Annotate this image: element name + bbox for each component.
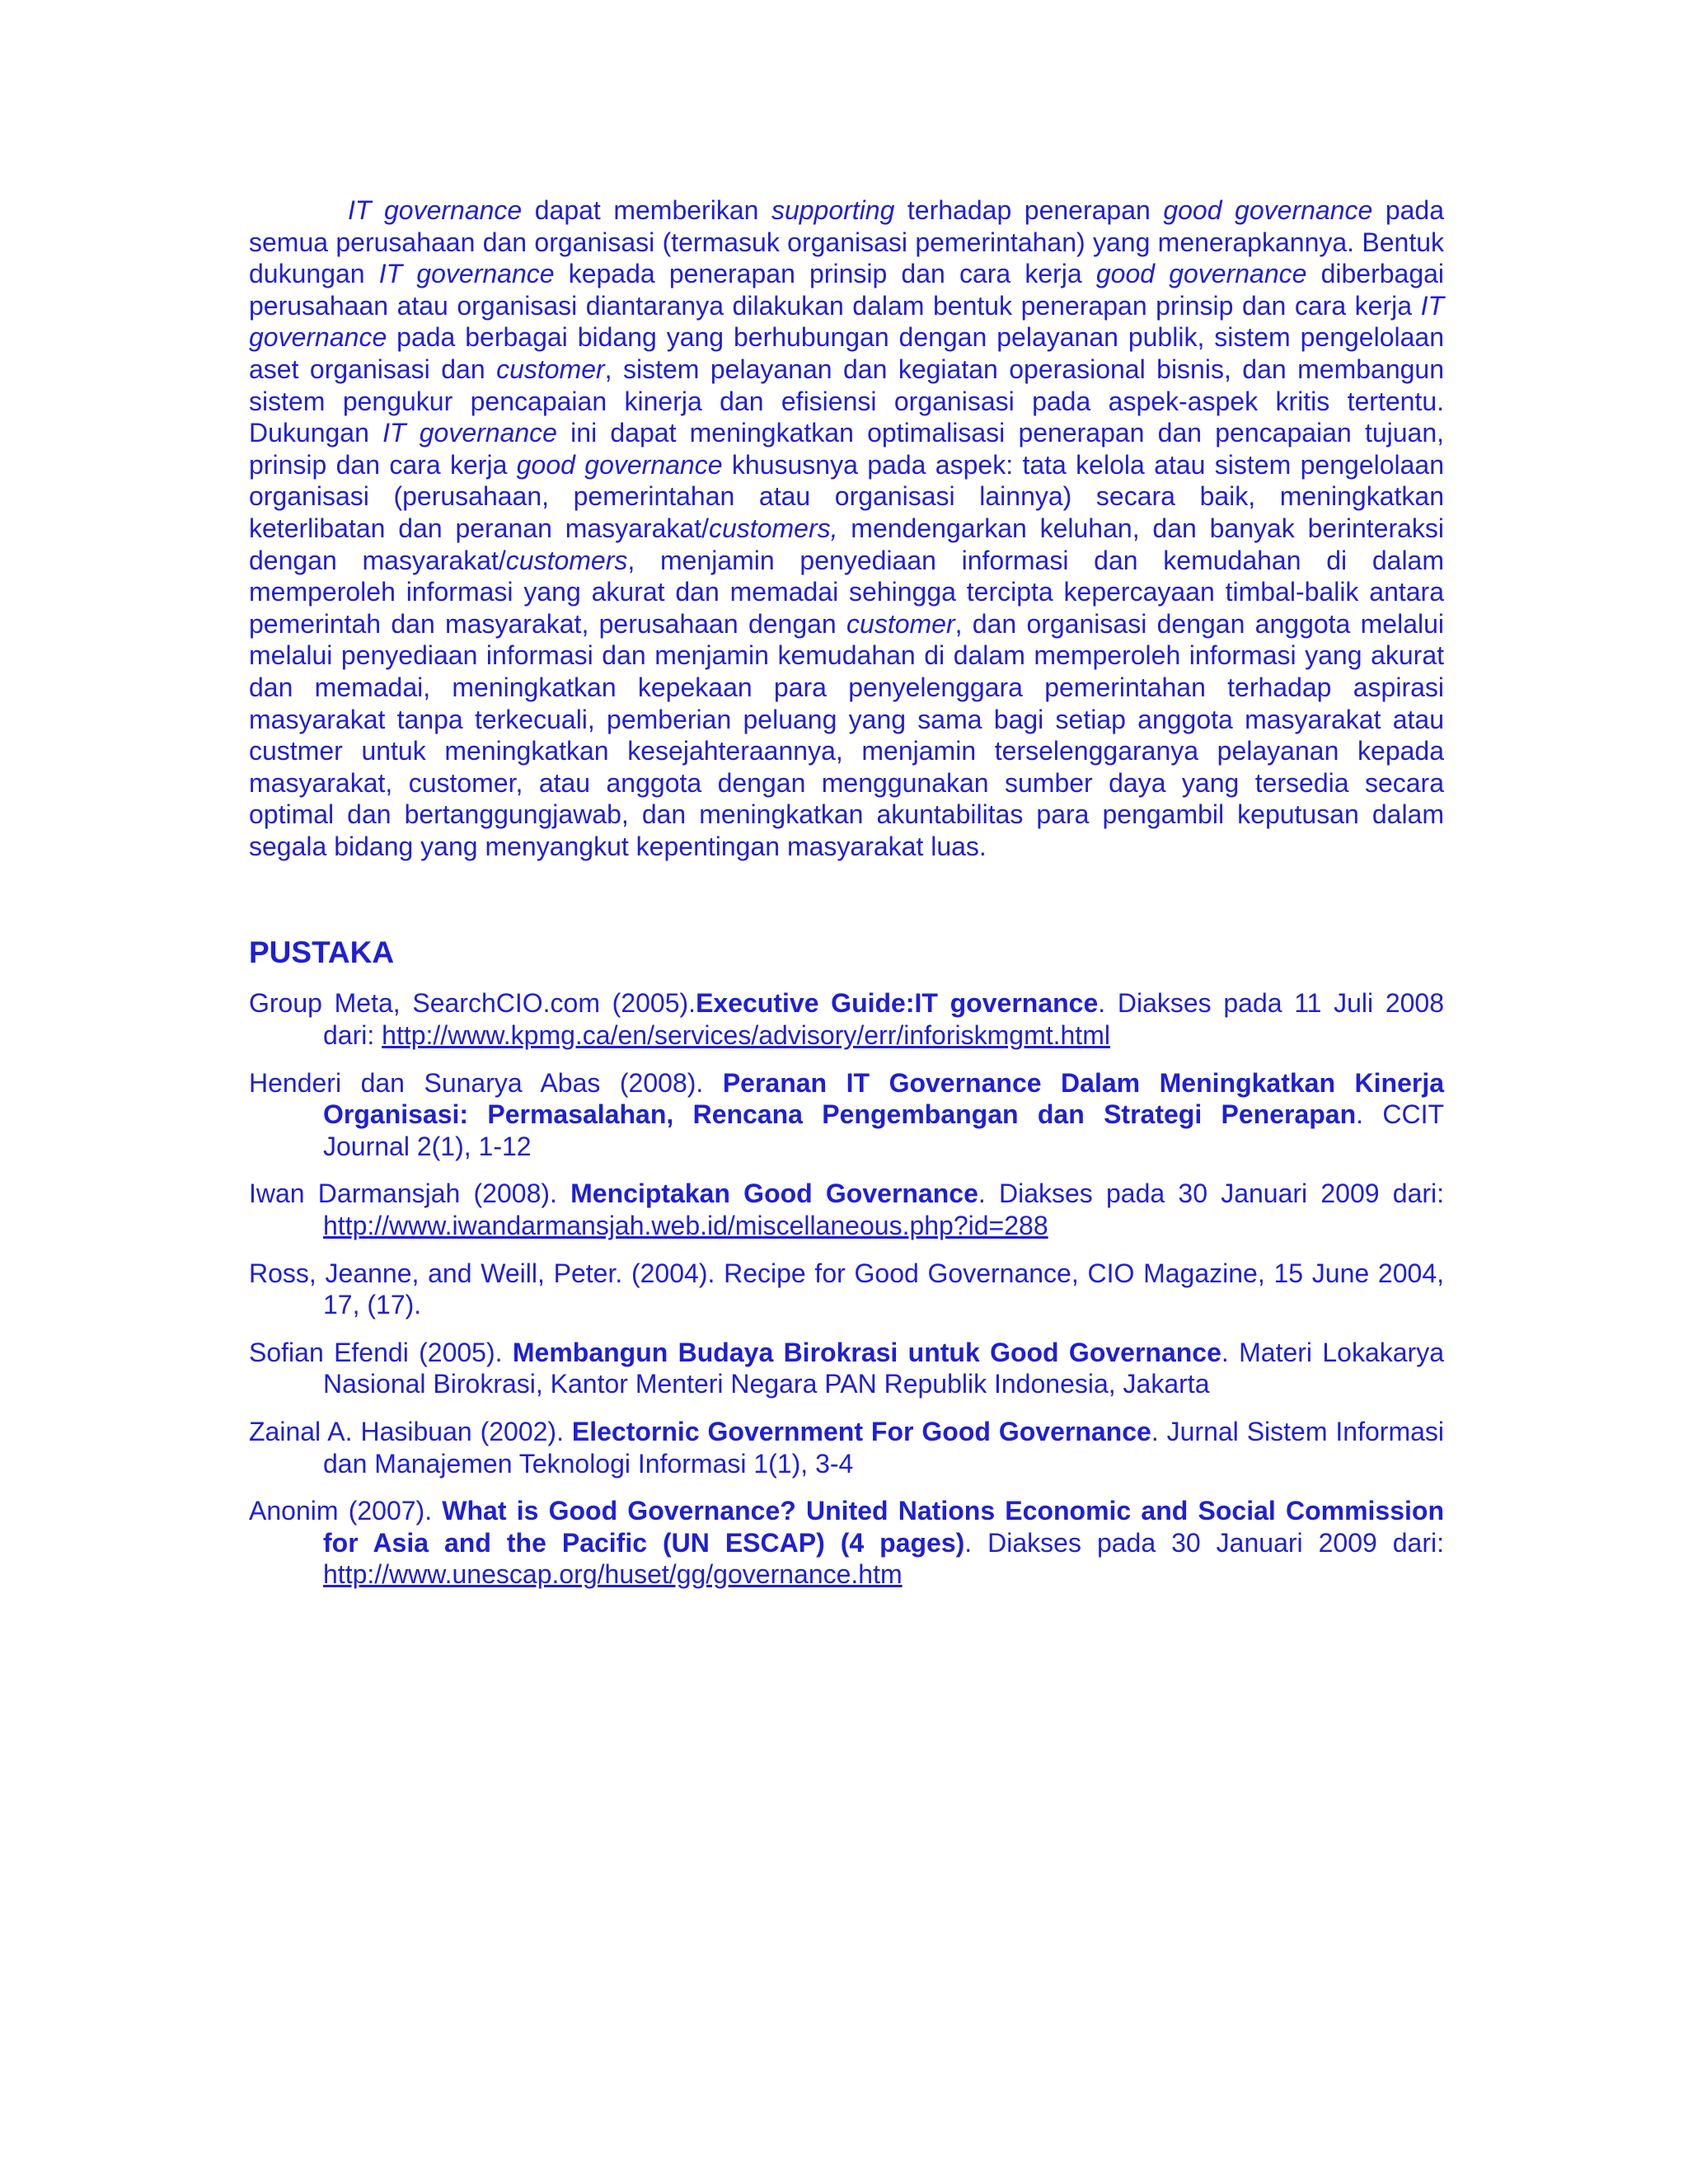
italic-term: good governance <box>1163 195 1373 225</box>
reference-title: Electornic Government For Good Governance <box>571 1417 1151 1446</box>
reference-title: Executive Guide:IT governance <box>696 988 1099 1019</box>
paragraph-text: diberbagai perusahaan atau organisasi diantaranya dilakukan dalam bentuk penerapan prinsip dan cara kerja <box>249 259 1445 321</box>
reference-author: Sofian Efendi (2005). <box>249 1337 513 1367</box>
reference-item <box>249 1416 1444 1479</box>
italic-term: IT governance <box>378 259 555 289</box>
reference-title: What is Good Governance? United Nations Economic and Social Commission for Asia and the Pacific (UN ESCAP) (4 pages) <box>323 1496 1445 1558</box>
references-heading: PUSTAKA <box>249 935 395 970</box>
italic-term: customers <box>505 545 628 575</box>
italic-term: good governance <box>516 449 723 480</box>
paragraph-text: , sistem pelayanan dan kegiatan operasional bisnis, dan membangun sistem pengukur pencapaian kinerja dan efisiensi organisasi pada aspek-aspek kritis tertentu. Dukungan <box>249 354 1445 448</box>
italic-term: IT governance <box>348 195 523 225</box>
paragraph-text: khususnya pada aspek: tata kelola atau sistem pengelolaan organisasi (perusahaan, pemerintahan atau organisasi lainnya) secara baik, meningkatkan keterlibatan dan peranan masyarakat/ <box>249 449 1445 543</box>
italic-term: customer <box>496 354 605 384</box>
body-paragraph <box>249 194 1444 862</box>
reference-details: . Jurnal Sistem Informasi dan Manajemen Teknologi Informasi 1(1), 3-4 <box>323 1417 1445 1479</box>
paragraph-text: kepada penerapan prinsip dan cara kerja <box>554 259 1096 289</box>
reference-item <box>249 1067 1444 1163</box>
italic-term: customer <box>846 608 955 639</box>
italic-term: good governance <box>1095 259 1307 289</box>
reference-author: Group Meta, SearchCIO.com (2005). <box>249 988 696 1019</box>
reference-item <box>249 987 1444 1051</box>
italic-term: supporting <box>771 195 895 225</box>
reference-title: Membangun Budaya Birokrasi untuk Good Governance <box>512 1337 1221 1367</box>
reference-author: Anonim (2007). <box>249 1496 443 1526</box>
reference-item <box>249 1495 1444 1591</box>
reference-link[interactable]: http://www.iwandarmansjah.web.id/miscellaneous.php?id=288 <box>323 1211 1048 1241</box>
reference-link[interactable]: http://www.kpmg.ca/en/services/advisory/err/inforiskmgmt.html <box>382 1020 1110 1051</box>
reference-details: . CCIT Journal 2(1), 1-12 <box>323 1099 1445 1161</box>
reference-author: Zainal A. Hasibuan (2002). <box>249 1417 572 1446</box>
reference-list <box>249 987 1444 1591</box>
paragraph-text: mendengarkan keluhan, dan banyak berinteraksi dengan masyarakat/ <box>249 513 1445 575</box>
italic-term: customers, <box>709 513 838 543</box>
reference-title: Peranan IT Governance Dalam Meningkatkan Kinerja Organisasi: Permasalahan, Rencana Pengembangan dan Strategi Penerapan <box>323 1067 1445 1130</box>
paragraph-text: pada berbagai bidang yang berhubungan dengan pelayanan publik, sistem pengelolaan aset organisasi dan <box>249 322 1444 384</box>
reference-author: Henderi dan Sunarya Abas (2008). <box>249 1067 723 1098</box>
reference-text: Ross, Jeanne, and Weill, Peter. (2004). Recipe for Good Governance, CIO Magazine, 15 June 2004, 17, (17). <box>249 1258 1444 1320</box>
paragraph-text: ini dapat meningkatkan optimalisasi penerapan dan pencapaian tujuan, prinsip dan cara kerja <box>249 418 1445 480</box>
reference-link[interactable]: http://www.unescap.org/huset/gg/governance.htm <box>323 1559 903 1590</box>
italic-term: IT governance <box>382 418 557 448</box>
paragraph-text: terhadap penerapan <box>894 195 1164 225</box>
document-page <box>249 194 1444 1606</box>
paragraph-text: , menjamin penyediaan informasi dan kemudahan di dalam memperoleh informasi yang akurat dan memadai sehingga tercipta kepercayaan timbal-balik antara pemerintah dan masyarakat, perusahaan dengan <box>249 545 1444 639</box>
italic-term: IT governance <box>249 290 1444 353</box>
reference-item <box>249 1178 1444 1241</box>
reference-item <box>249 1258 1444 1321</box>
reference-title: Menciptakan Good Governance <box>570 1179 978 1209</box>
reference-item <box>249 1337 1444 1400</box>
paragraph-text: pada semua perusahaan dan organisasi (termasuk organisasi pemerintahan) yang menerapkannya. Bentuk dukungan <box>249 195 1444 289</box>
reference-details: . Materi Lokakarya Nasional Birokrasi, Kantor Menteri Negara PAN Republik Indonesia, Jakarta <box>323 1337 1445 1399</box>
reference-details: . Diakses pada 30 Januari 2009 dari: <box>964 1527 1445 1558</box>
reference-details: . Diakses pada 11 Juli 2008 dari: <box>323 988 1445 1051</box>
paragraph-text: , dan organisasi dengan anggota melalui melalui penyediaan informasi dan menjamin kemudahan di dalam memperoleh informasi yang akurat dan memadai, meningkatkan kepekaan para penyelenggara pemerintahan terhadap aspirasi masyarakat tanpa terkecuali, pemberian peluang yang sama bagi setiap anggota masyarakat atau custmer untuk meningkatkan kesejahteraannya, menjamin terselenggaranya pelayanan kepada masyarakat, customer, atau anggota dengan menggunakan sumber daya yang tersedia secara optimal dan bertanggungjawab, dan meningkatkan akuntabilitas para pengambil keputusan dalam segala bidang yang menyangkut kepentingan masyarakat luas. <box>249 608 1445 861</box>
reference-details: . Diakses pada 30 Januari 2009 dari: <box>978 1179 1445 1209</box>
reference-author: Iwan Darmansjah (2008). <box>249 1179 571 1209</box>
paragraph-text: dapat memberikan <box>522 195 771 225</box>
